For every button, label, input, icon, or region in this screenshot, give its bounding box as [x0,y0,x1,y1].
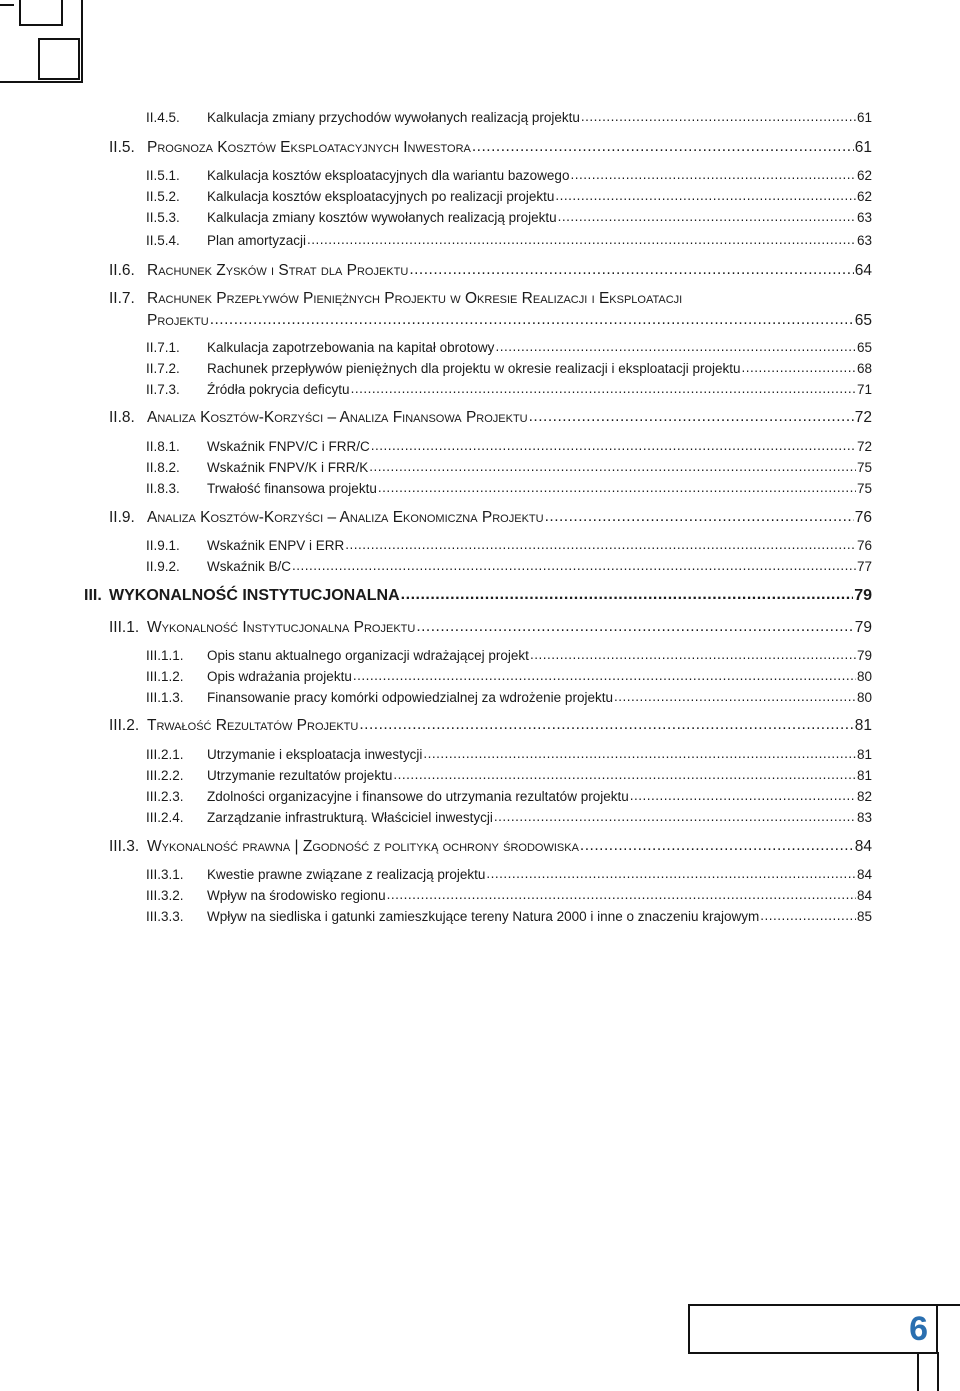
toc-number: III.2.4. [146,810,184,825]
toc-page: 80 [856,669,872,684]
toc-title: Wpływ na środowisko regionu [207,888,386,903]
toc-title: Trwałość finansowa projektu [207,481,377,496]
toc-entry[interactable] [146,538,872,553]
toc-leader [210,311,854,329]
toc-title: Prognoza Kosztów Eksploatacyjnych Inwestora [147,139,471,156]
toc-entry-continued[interactable] [147,312,872,330]
page-number: 6 [909,1310,928,1348]
toc-title: Plan amortyzacji [207,233,307,248]
toc-number: II.9.1. [146,538,180,553]
toc-page: 84 [854,838,872,855]
toc-title: Rachunek Przepływów Pieniężnych Projektu w Okresie Realizacji i Eksploatacji [147,290,683,307]
toc-title: Zdolności organizacyjne i finansowe do utrzymania rezultatów projektu [207,789,629,804]
toc-entry[interactable] [146,233,872,248]
toc-leader [423,746,856,761]
toc-number: II.9. [109,509,135,526]
toc-title: Kalkulacja zapotrzebowania na kapitał obrotowy [207,340,495,355]
toc-page: 79 [856,648,872,663]
toc-number: III.2.2. [146,768,184,783]
toc-leader [529,408,854,426]
toc-leader [307,232,856,247]
corner-frame-middle [19,0,63,26]
toc-leader [760,908,856,923]
toc-leader [630,788,856,803]
toc-entry[interactable] [146,909,872,924]
toc-number: III.3.2. [146,888,184,903]
toc-title: Analiza Kosztów-Korzyści – Analiza Ekonomiczna Projektu [147,509,544,526]
toc-number: II.7.3. [146,382,180,397]
toc-entry[interactable] [146,789,872,804]
toc-entry[interactable] [146,669,872,684]
toc-number: III.1.1. [146,648,184,663]
toc-entry[interactable] [146,168,872,183]
toc-number: III.3.1. [146,867,184,882]
toc-leader [494,809,856,824]
toc-entry[interactable] [109,290,872,308]
toc-number: II.7.2. [146,361,180,376]
toc-entry[interactable] [146,867,872,882]
toc-leader [580,837,854,855]
toc-entry[interactable] [146,747,872,762]
toc-page: 75 [856,481,872,496]
toc-page: 61 [856,110,872,125]
toc-title: Kalkulacja kosztów eksploatacyjnych po realizacji projektu [207,189,555,204]
toc-leader [530,647,856,662]
toc-title: Utrzymanie rezultatów projektu [207,768,393,783]
toc-title: Opis wdrażania projektu [207,669,352,684]
toc-leader [558,209,856,224]
toc-leader [545,508,854,526]
toc-title: Wskaźnik ENPV i ERR [207,538,345,553]
toc-title: Źródła pokrycia deficytu [207,382,350,397]
toc-page: 72 [854,409,872,426]
toc-entry[interactable] [109,838,872,856]
toc-title: Projektu [147,312,209,329]
toc-entry[interactable] [146,210,872,225]
toc-entry[interactable] [146,460,872,475]
toc-number: II.8.1. [146,439,180,454]
toc-title: Rachunek Zysków i Strat dla Projektu [147,262,409,279]
toc-title: Zarządzanie infrastrukturą. Właściciel inwestycji [207,810,493,825]
toc-number: II.7.1. [146,340,180,355]
toc-leader [416,618,853,636]
toc-title: Rachunek przepływów pieniężnych dla projektu w okresie realizacji i eksploatacji projektu [207,361,741,376]
toc-leader [345,537,856,552]
toc-number: III. [84,587,102,604]
toc-number: II.8.3. [146,481,180,496]
toc-page: 63 [856,233,872,248]
toc-entry[interactable] [146,810,872,825]
toc-number: II.8. [109,409,135,426]
toc-page: 81 [856,747,872,762]
toc-entry[interactable] [109,509,872,527]
toc-leader [409,261,853,279]
toc-entry[interactable] [84,587,872,605]
toc-number: II.9.2. [146,559,180,574]
toc-page: 62 [856,189,872,204]
toc-number: II.5. [109,139,135,156]
toc-page: 75 [856,460,872,475]
toc-title: Wpływ na siedliska i gatunki zamieszkujące tereny Natura 2000 i inne o znaczeniu krajowym [207,909,760,924]
toc-page: 81 [856,768,872,783]
toc-leader [369,459,856,474]
toc-page: 84 [856,888,872,903]
toc-leader [292,558,856,573]
toc-page: 65 [856,340,872,355]
toc-title: Finansowanie pracy komórki odpowiedzialnej za wdrożenie projektu [207,690,613,705]
toc-page: 79 [854,619,872,636]
toc-leader [351,381,856,396]
toc-number: II.5.4. [146,233,180,248]
corner-frame-tick [0,4,14,6]
toc-page: 72 [856,439,872,454]
toc-page: 85 [856,909,872,924]
toc-number: II.7. [109,290,135,307]
toc-title: Analiza Kosztów-Korzyści – Analiza Finansowa Projektu [147,409,528,426]
toc-page: 77 [856,559,872,574]
toc-number: III.1. [109,619,140,636]
toc-entry[interactable] [146,768,872,783]
toc-entry[interactable] [146,361,872,376]
toc-page: 65 [854,312,872,329]
toc-title: Wykonalność Instytucjonalna Projektu [147,619,416,636]
corner-frame-inner [38,38,80,80]
toc-title: Kalkulacja zmiany przychodów wywołanych realizacją projektu [207,110,580,125]
toc-entry[interactable] [146,382,872,397]
toc-entry[interactable] [146,189,872,204]
toc-entry[interactable] [146,110,872,125]
toc-number: II.8.2. [146,460,180,475]
toc-page: 61 [854,139,872,156]
toc-leader [371,438,856,453]
toc-page: 76 [854,509,872,526]
toc-number: II.5.2. [146,189,180,204]
toc-number: II.6. [109,262,135,279]
toc-number: III.2. [109,717,140,734]
toc-number: III.1.2. [146,669,184,684]
toc-leader [472,138,854,156]
toc-title: Opis stanu aktualnego organizacji wdrażającej projekt [207,648,529,663]
toc-leader [581,109,856,124]
toc-title: WYKONALNOŚĆ INSTYTUCJONALNA [109,587,400,604]
toc-number: II.4.5. [146,110,180,125]
toc-leader [495,339,856,354]
toc-leader [401,586,854,604]
toc-page: 82 [856,789,872,804]
toc-page: 62 [856,168,872,183]
toc-title: Kalkulacja kosztów eksploatacyjnych dla wariantu bazowego [207,168,570,183]
toc-entry[interactable] [146,340,872,355]
toc-leader [486,866,856,881]
toc-title: Wskaźnik FNPV/C i FRR/C [207,439,370,454]
toc-number: II.5.3. [146,210,180,225]
toc-title: Wskaźnik B/C [207,559,292,574]
toc-number: II.5.1. [146,168,180,183]
toc-page: 80 [856,690,872,705]
toc-entry[interactable] [109,139,872,157]
toc-title: Kwestie prawne związane z realizacją projektu [207,867,486,882]
toc-leader [353,668,856,683]
toc-entry[interactable] [109,409,872,427]
toc-entry[interactable] [146,481,872,496]
footer-frame [917,1352,939,1391]
toc-leader [742,360,856,375]
toc-number: III.3.3. [146,909,184,924]
toc-number: III.1.3. [146,690,184,705]
toc-page: 68 [856,361,872,376]
toc-title: Kalkulacja zmiany kosztów wywołanych realizacją projektu [207,210,557,225]
toc-entry[interactable] [146,648,872,663]
toc-entry[interactable] [146,888,872,903]
toc-entry[interactable] [109,717,872,735]
toc-leader [393,767,856,782]
toc-page: 79 [854,587,872,604]
toc-entry[interactable] [146,439,872,454]
toc-number: III.2.1. [146,747,184,762]
toc-page: 83 [856,810,872,825]
toc-number: III.2.3. [146,789,184,804]
toc-number: III.3. [109,838,140,855]
toc-leader [378,480,856,495]
toc-leader [387,887,856,902]
toc-page: 84 [856,867,872,882]
page-number-box [688,1304,938,1354]
toc-leader [359,716,853,734]
toc-entry[interactable] [109,262,872,280]
toc-leader [614,689,856,704]
toc-page: 71 [856,382,872,397]
toc-title: Trwałość Rezultatów Projektu [147,717,359,734]
toc-page: 81 [854,717,872,734]
toc-page: 64 [854,262,872,279]
toc-leader [570,167,856,182]
toc-entry[interactable] [109,619,872,637]
toc-page: 76 [856,538,872,553]
toc-title: Wskaźnik FNPV/K i FRR/K [207,460,369,475]
toc-entry[interactable] [146,690,872,705]
footer-rule [938,1304,960,1306]
toc-title: Utrzymanie i eksploatacja inwestycji [207,747,423,762]
toc-leader [555,188,856,203]
toc-entry[interactable] [146,559,872,574]
toc-title: Wykonalność prawna | Zgodność z polityką ochrony środowiska [147,838,579,855]
toc-page: 63 [856,210,872,225]
